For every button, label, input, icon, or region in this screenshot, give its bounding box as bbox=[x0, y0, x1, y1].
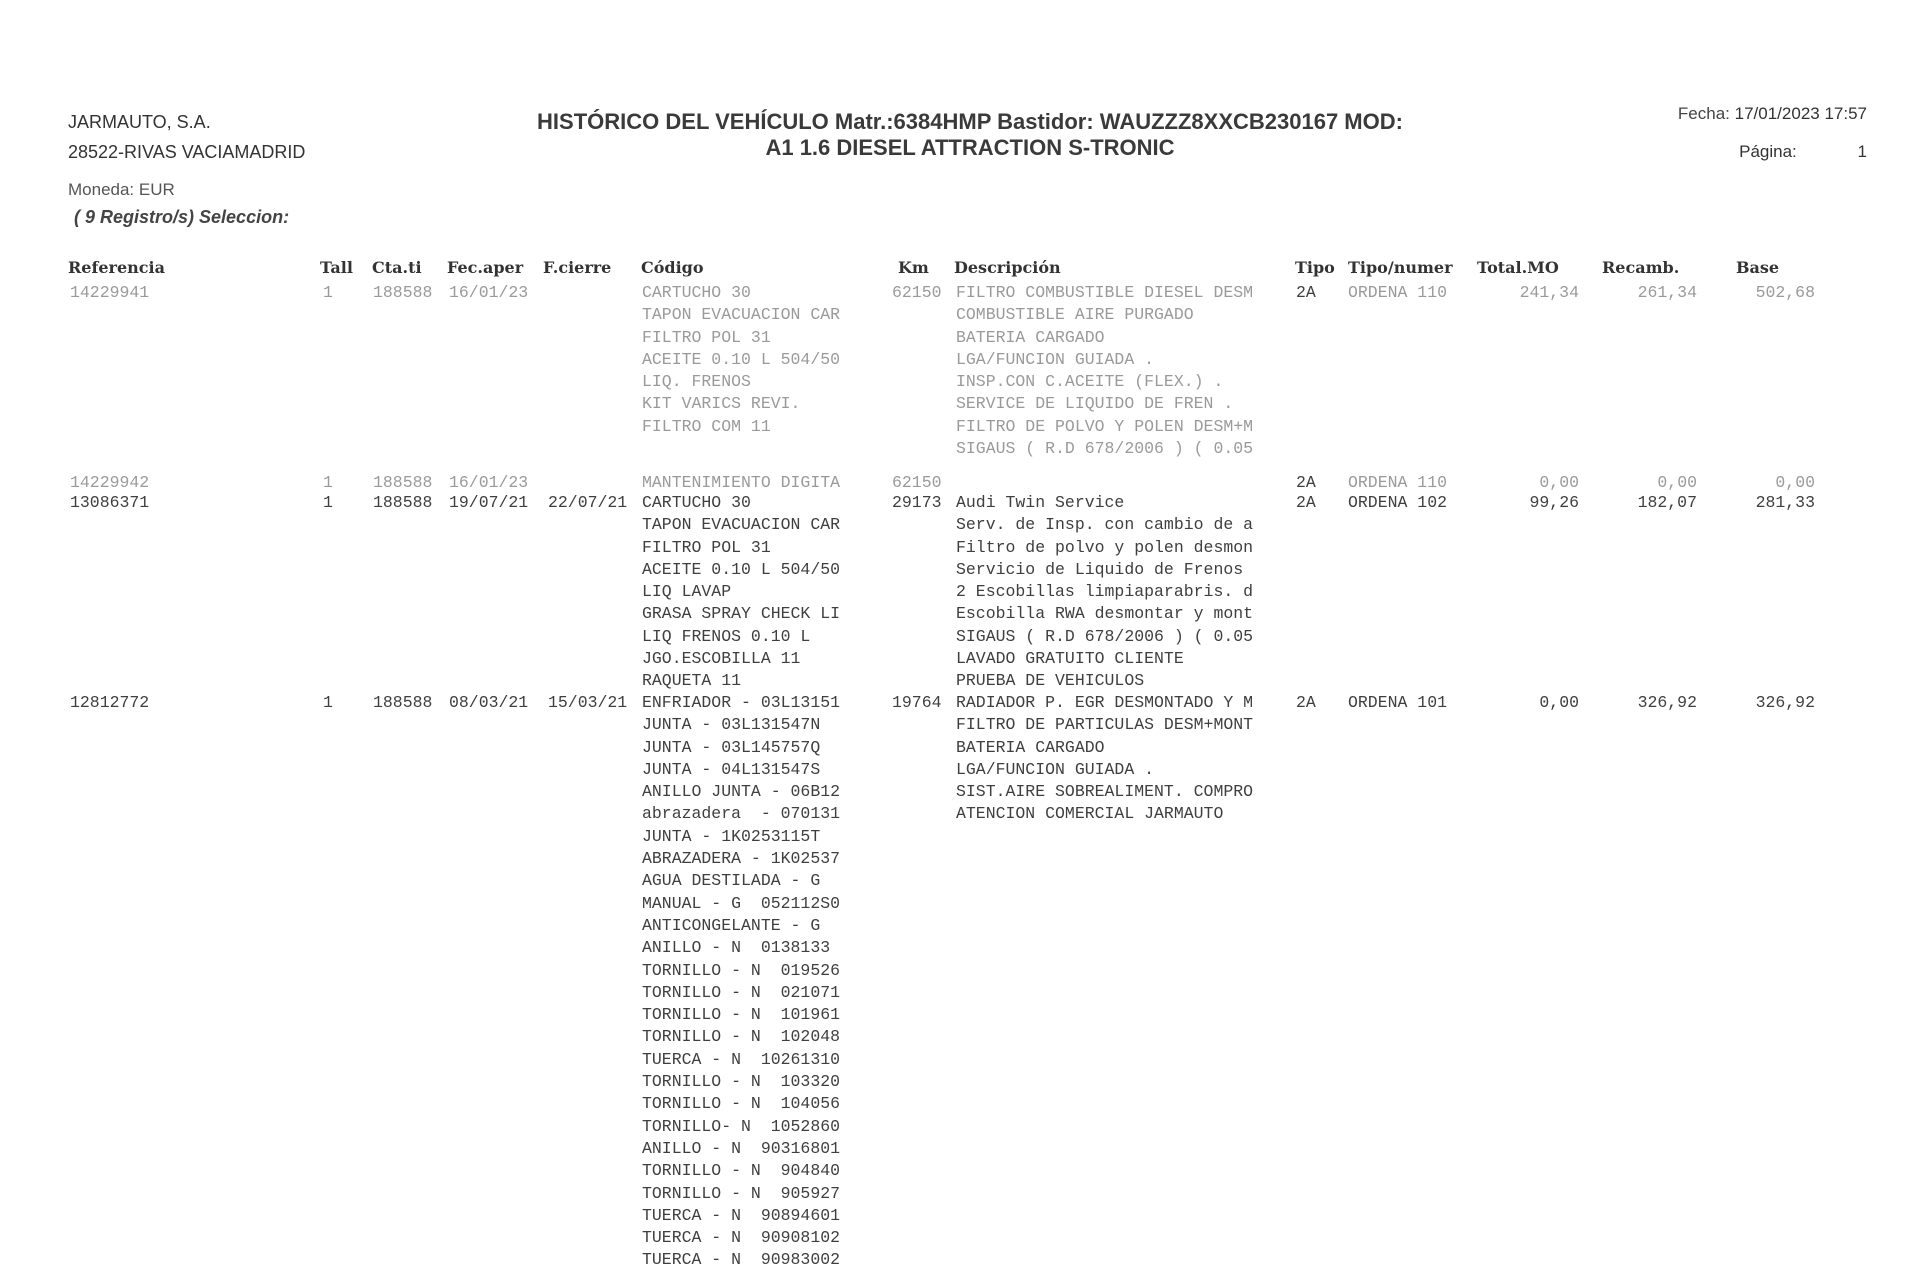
cell-referencia: 14229941 bbox=[70, 283, 150, 302]
page-number bbox=[1739, 142, 1867, 162]
codigo-line: ENFRIADOR - 03L13151 bbox=[642, 693, 841, 712]
cell-fec-aper: 16/01/23 bbox=[449, 283, 529, 302]
cell-fec-cierre: 22/07/21 bbox=[548, 493, 628, 512]
col-total-mo: Total.MO bbox=[1477, 258, 1559, 277]
report-title bbox=[480, 109, 1460, 161]
cell-recamb: 0,00 bbox=[1657, 473, 1697, 492]
codigo-line: TAPON EVACUACION CAR bbox=[642, 515, 841, 535]
cell-km: 19764 bbox=[892, 693, 942, 712]
codigo-line: TORNILLO - N 904840 bbox=[642, 1161, 841, 1181]
cell-descripcion bbox=[956, 692, 1253, 826]
codigo-line: CARTUCHO 30 bbox=[642, 283, 751, 302]
codigo-line: FILTRO POL 31 bbox=[642, 327, 771, 347]
codigo-line: AGUA DESTILADA - G bbox=[642, 871, 821, 891]
descripcion-line: SIST.AIRE SOBREALIMENT. COMPRO bbox=[956, 782, 1254, 802]
col-tall: Tall bbox=[320, 258, 353, 277]
codigo-line: TUERCA - N 90894601 bbox=[642, 1205, 841, 1225]
cell-km: 62150 bbox=[892, 283, 942, 302]
codigo-line: JUNTA - 03L145757Q bbox=[642, 737, 821, 757]
col-base: Base bbox=[1736, 258, 1780, 277]
cell-tall: 1 bbox=[323, 493, 333, 512]
codigo-line: TAPON EVACUACION CAR bbox=[642, 305, 841, 325]
descripcion-line: LGA/FUNCION GUIADA . bbox=[956, 349, 1155, 369]
cell-cta: 188588 bbox=[373, 283, 433, 302]
descripcion-line: Escobilla RWA desmontar y mont bbox=[956, 604, 1254, 624]
cell-descripcion bbox=[956, 282, 1253, 460]
report-title-line2: A1 1.6 DIESEL ATTRACTION S-TRONIC bbox=[765, 135, 1175, 160]
descripcion-line: Audi Twin Service bbox=[956, 493, 1125, 512]
company-name: JARMAUTO, S.A. bbox=[68, 112, 211, 132]
cell-total-mo: 0,00 bbox=[1539, 693, 1579, 712]
cell-fec-aper: 16/01/23 bbox=[449, 473, 529, 492]
descripcion-line: LAVADO GRATUITO CLIENTE bbox=[956, 649, 1184, 669]
codigo-line: TORNILLO - N 019526 bbox=[642, 960, 841, 980]
descripcion-line: FILTRO DE PARTICULAS DESM+MONT bbox=[956, 715, 1254, 735]
cell-fec-cierre: 15/03/21 bbox=[548, 693, 628, 712]
cell-referencia: 12812772 bbox=[70, 693, 150, 712]
codigo-line: LIQ. FRENOS bbox=[642, 372, 751, 392]
cell-base: 0,00 bbox=[1775, 473, 1815, 492]
descripcion-line: SERVICE DE LIQUIDO DE FREN . bbox=[956, 394, 1234, 414]
cell-referencia: 14229942 bbox=[70, 473, 150, 492]
cell-codigo bbox=[642, 472, 840, 494]
col-recamb: Recamb. bbox=[1602, 258, 1680, 277]
codigo-line: MANTENIMIENTO DIGITA bbox=[642, 473, 841, 492]
descripcion-line: RADIADOR P. EGR DESMONTADO Y M bbox=[956, 693, 1254, 712]
cell-tipo: 2A bbox=[1296, 283, 1316, 302]
cell-descripcion bbox=[956, 492, 1253, 693]
cell-referencia: 13086371 bbox=[70, 493, 150, 512]
codigo-line: CARTUCHO 30 bbox=[642, 493, 751, 512]
cell-km: 29173 bbox=[892, 493, 942, 512]
codigo-line: LIQ FRENOS 0.10 L bbox=[642, 626, 811, 646]
descripcion-line: SIGAUS ( R.D 678/2006 ) ( 0.05 bbox=[956, 626, 1254, 646]
codigo-line: GRASA SPRAY CHECK LI bbox=[642, 604, 841, 624]
codigo-line: TUERCA - N 90983002 bbox=[642, 1250, 841, 1270]
col-km: Km bbox=[898, 258, 929, 277]
codigo-line: JGO.ESCOBILLA 11 bbox=[642, 649, 801, 669]
report-date bbox=[1678, 104, 1867, 124]
descripcion-line: SIGAUS ( R.D 678/2006 ) ( 0.05 bbox=[956, 439, 1254, 459]
cell-codigo bbox=[642, 282, 840, 438]
codigo-line: TORNILLO - N 021071 bbox=[642, 982, 841, 1002]
codigo-line: ACEITE 0.10 L 504/50 bbox=[642, 349, 841, 369]
cell-tipo: 2A bbox=[1296, 473, 1316, 492]
cell-base: 326,92 bbox=[1755, 693, 1815, 712]
codigo-line: abrazadera - 070131 bbox=[642, 804, 841, 824]
cell-total-mo: 0,00 bbox=[1539, 473, 1579, 492]
codigo-line: FILTRO POL 31 bbox=[642, 537, 771, 557]
cell-recamb: 326,92 bbox=[1637, 693, 1697, 712]
codigo-line: ANILLO - N 90316801 bbox=[642, 1138, 841, 1158]
codigo-line: ANILLO - N 0138133 bbox=[642, 938, 831, 958]
codigo-line: KIT VARICS REVI. bbox=[642, 394, 801, 414]
cell-tipo-numer: ORDENA 101 bbox=[1348, 693, 1448, 712]
cell-tall: 1 bbox=[323, 473, 333, 492]
codigo-line: TORNILLO - N 102048 bbox=[642, 1027, 841, 1047]
codigo-line: JUNTA - 1K0253115T bbox=[642, 826, 821, 846]
cell-cta: 188588 bbox=[373, 473, 433, 492]
descripcion-line: BATERIA CARGADO bbox=[956, 327, 1105, 347]
descripcion-line: LGA/FUNCION GUIADA . bbox=[956, 759, 1155, 779]
descripcion-line: Filtro de polvo y polen desmon bbox=[956, 537, 1254, 557]
descripcion-line: INSP.CON C.ACEITE (FLEX.) . bbox=[956, 372, 1224, 392]
codigo-line: TORNILLO - N 905927 bbox=[642, 1183, 841, 1203]
codigo-line: RAQUETA 11 bbox=[642, 671, 742, 691]
cell-total-mo: 99,26 bbox=[1529, 493, 1579, 512]
codigo-line: JUNTA - 04L131547S bbox=[642, 759, 821, 779]
codigo-line: ACEITE 0.10 L 504/50 bbox=[642, 559, 841, 579]
company-city: 28522-RIVAS VACIAMADRID bbox=[68, 142, 306, 162]
codigo-line: ANILLO JUNTA - 06B12 bbox=[642, 782, 841, 802]
col-descripcion: Descripción bbox=[954, 258, 1061, 277]
cell-tipo: 2A bbox=[1296, 493, 1316, 512]
descripcion-line: BATERIA CARGADO bbox=[956, 737, 1105, 757]
codigo-line: MANUAL - G 052112S0 bbox=[642, 893, 841, 913]
cell-codigo bbox=[642, 692, 840, 1272]
cell-tall: 1 bbox=[323, 283, 333, 302]
cell-total-mo: 241,34 bbox=[1519, 283, 1579, 302]
page-value: 1 bbox=[1857, 142, 1867, 161]
codigo-line: LIQ LAVAP bbox=[642, 582, 732, 602]
codigo-line: TORNILLO - N 101961 bbox=[642, 1005, 841, 1025]
codigo-line: FILTRO COM 11 bbox=[642, 416, 771, 436]
cell-fec-aper: 08/03/21 bbox=[449, 693, 529, 712]
codigo-line: TUERCA - N 10261310 bbox=[642, 1049, 841, 1069]
codigo-line: ANTICONGELANTE - G bbox=[642, 915, 821, 935]
cell-fec-aper: 19/07/21 bbox=[449, 493, 529, 512]
codigo-line: ABRAZADERA - 1K02537 bbox=[642, 849, 841, 869]
cell-cta: 188588 bbox=[373, 493, 433, 512]
cell-cta: 188588 bbox=[373, 693, 433, 712]
cell-tall: 1 bbox=[323, 693, 333, 712]
cell-recamb: 261,34 bbox=[1637, 283, 1697, 302]
codigo-line: TORNILLO- N 1052860 bbox=[642, 1116, 841, 1136]
cell-recamb: 182,07 bbox=[1637, 493, 1697, 512]
descripcion-line: ATENCION COMERCIAL JARMAUTO bbox=[956, 804, 1224, 824]
cell-tipo: 2A bbox=[1296, 693, 1316, 712]
descripcion-line: Serv. de Insp. con cambio de a bbox=[956, 515, 1254, 535]
currency-label: Moneda: EUR bbox=[68, 180, 175, 199]
col-fec-cierre: F.cierre bbox=[543, 258, 612, 277]
descripcion-line: COMBUSTIBLE AIRE PURGADO bbox=[956, 305, 1194, 325]
col-codigo: Código bbox=[641, 258, 704, 277]
codigo-line: TUERCA - N 90908102 bbox=[642, 1228, 841, 1248]
col-tipo-numer: Tipo/numer bbox=[1348, 258, 1453, 277]
descripcion-line: FILTRO DE POLVO Y POLEN DESM+M bbox=[956, 416, 1254, 436]
cell-base: 502,68 bbox=[1755, 283, 1815, 302]
col-referencia: Referencia bbox=[68, 258, 165, 277]
cell-tipo-numer: ORDENA 110 bbox=[1348, 283, 1448, 302]
page-label: Página: bbox=[1739, 142, 1797, 161]
records-count: ( 9 Registro/s) Seleccion: bbox=[74, 207, 290, 227]
descripcion-line: Servicio de Liquido de Frenos bbox=[956, 559, 1244, 579]
cell-base: 281,33 bbox=[1755, 493, 1815, 512]
cell-tipo-numer: ORDENA 102 bbox=[1348, 493, 1448, 512]
col-fec-aper: Fec.aper bbox=[447, 258, 524, 277]
col-tipo: Tipo bbox=[1295, 258, 1335, 277]
report-title-line1: HISTÓRICO DEL VEHÍCULO Matr.:6384HMP Bastidor: WAUZZZ8XXCB230167 MOD: bbox=[537, 109, 1403, 134]
codigo-line: TORNILLO - N 104056 bbox=[642, 1094, 841, 1114]
descripcion-line: FILTRO COMBUSTIBLE DIESEL DESM bbox=[956, 283, 1254, 302]
descripcion-line: PRUEBA DE VEHICULOS bbox=[956, 671, 1145, 691]
codigo-line: TORNILLO - N 103320 bbox=[642, 1072, 841, 1092]
codigo-line: JUNTA - 03L131547N bbox=[642, 715, 821, 735]
col-cta: Cta.ti bbox=[372, 258, 422, 277]
cell-tipo-numer: ORDENA 110 bbox=[1348, 473, 1448, 492]
descripcion-line: 2 Escobillas limpiaparabris. d bbox=[956, 582, 1254, 602]
date-value: 17/01/2023 17:57 bbox=[1734, 104, 1867, 123]
date-label: Fecha: bbox=[1677, 104, 1730, 123]
cell-km: 62150 bbox=[892, 473, 942, 492]
cell-codigo bbox=[642, 492, 840, 693]
